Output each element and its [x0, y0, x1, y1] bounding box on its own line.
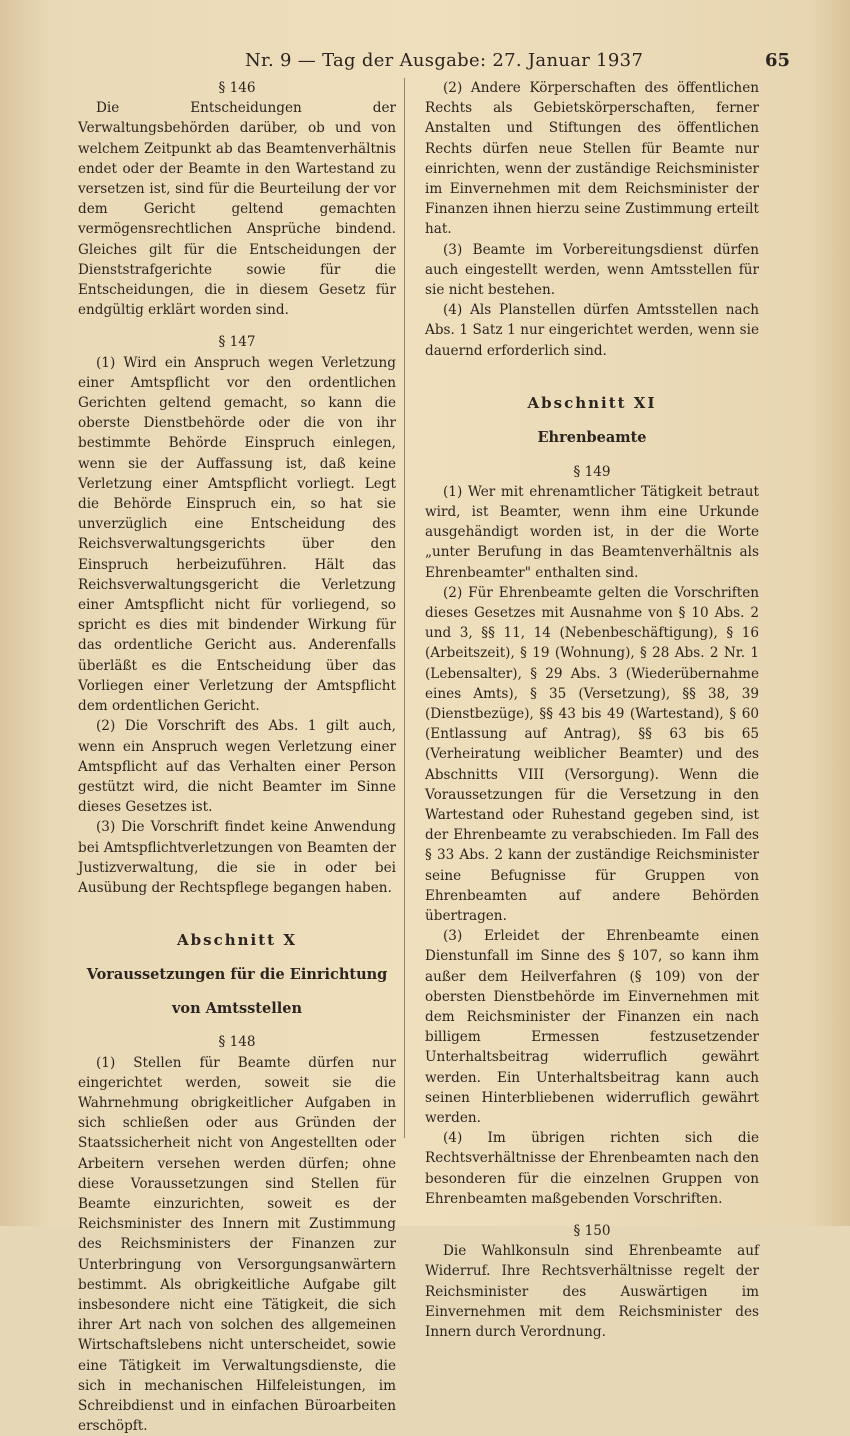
section-heading-148: § 148 [218, 1034, 256, 1051]
left-column [78, 78, 396, 1436]
column-divider [404, 78, 405, 1138]
paragraph-147-1: (1) Wird ein Anspruch wegen Verletzung einer Amtspflicht vor den ordentlichen Gerichten geltend gemacht, so kann die oberste Dienstbehörde oder die von ihr bestimmte Behörde Einspruch einlegen, wenn sie der Auffassung ist, daß keine Verletzung einer Amtspflicht vorliegt. Legt die Behörde Einspruch ein, so hat sie unverzüglich eine Entscheidung des Reichsverwaltungsgerichts über den Einspruch herbeizuführen. Hält das Reichsverwaltungsgericht die Verletzung einer Amtspflicht nicht für vorliegend, so spricht es dies mit bindender Wirkung für das ordentliche Gericht aus. Anderenfalls überläßt es die Entscheidung über das Vorliegen einer Verletzung der Amtspflicht dem ordentlichen Gericht. [78, 354, 396, 715]
paragraph-149-1: (1) Wer mit ehrenamtlicher Tätigkeit betraut wird, ist Beamter, wenn ihm eine Urkunde ausgehändigt worden ist, in der die Worte „unter Berufung in das Beamtenverhältnis als Ehrenbeamter" enthalten sind. [425, 483, 759, 581]
chapter-title-x-line2: von Amtsstellen [171, 999, 302, 1017]
paragraph-147-2: (2) Die Vorschrift des Abs. 1 gilt auch, wenn ein Anspruch wegen Verletzung einer Amtspflicht auf das Verhalten einer Person gestützt wird, die nicht Beamter im Sinne dieses Gesetzes ist. [78, 718, 396, 816]
section-heading-147: § 147 [218, 334, 256, 351]
right-column [425, 78, 759, 1342]
paragraph-148-1: (1) Stellen für Beamte dürfen nur eingerichtet werden, soweit sie die Wahrnehmung obrigkeitlicher Aufgaben in sich schließen oder aus Gründen der Staatssicherheit nicht von Angestellten oder Arbeitern versehen werden dürfen; ohne diese Voraussetzungen sind Stellen für Beamte einzurichten, soweit es der Reichsminister des Innern mit Zustimmung des Reichsministers der Finanzen zur Unterbringung von Versorgungsanwärtern bestimmt. Als obrigkeitliche Aufgabe gilt insbesondere nicht eine Tätigkeit, die sich ihrer Art nach von solchen des allgemeinen Wirtschaftslebens nicht unterscheidet, sowie eine Tätigkeit im Verwaltungsdienste, die sich in mechanischen Hilfeleistungen, im Schreibdienst und in einfachen Büroarbeiten erschöpft. [78, 1054, 396, 1435]
paragraph-150: Die Wahlkonsuln sind Ehrenbeamte auf Widerruf. Ihre Rechtsverhältnisse regelt der Reichsminister des Auswärtigen im Einvernehmen mit dem Reichsminister des Innern durch Verordnung. [425, 1243, 759, 1341]
chapter-title-xi: Ehrenbeamte [537, 429, 647, 447]
page-header [60, 50, 790, 78]
paragraph-148-3: (3) Beamte im Vorbereitungsdienst dürfen auch eingestellt werden, wenn Amtsstellen für sie nicht bestehen. [425, 241, 759, 299]
page-number: 65 [764, 50, 790, 71]
section-heading-146: § 146 [218, 80, 256, 96]
chapter-heading-x: Abschnitt X [177, 931, 297, 950]
paragraph-146: Die Entscheidungen der Verwaltungsbehörden darüber, ob und von welchem Zeitpunkt ab das Beamtenverhältnis endet oder der Beamte in den Wartestand zu versetzen ist, sind für die Beurteilung der vor dem Gericht geltend gemachten vermögensrechtlichen Ansprüche bindend. Gleiches gilt für die Entscheidungen der Dienststrafgerichte sowie für die Entscheidungen, die in diesem Gesetz für endgültig erklärt worden sind. [78, 100, 396, 319]
paragraph-149-2: (2) Für Ehrenbeamte gelten die Vorschriften dieses Gesetzes mit Ausnahme von § 10 Abs. 2 und 3, §§ 11, 14 (Nebenbeschäftigung), § 16 (Arbeitszeit), § 19 (Wohnung), § 28 Abs. 2 Nr. 1 (Lebensalter), § 29 Abs. 3 (Wiederübernahme eines Amts), § 35 (Versetzung), §§ 38, 39 (Dienstbezüge), §§ 43 bis 49 (Wartestand), § 60 (Entlassung auf Antrag), §§ 63 bis 65 (Verheiratung weiblicher Beamter) und des Abschnitts VIII (Versorgung). Wenn die Voraussetzungen für die Versetzung in den Wartestand oder Ruhestand gegeben sind, ist der Ehrenbeamte zu verabschieden. Im Fall des § 33 Abs. 2 kann der zuständige Reichsminister seine Befugnisse für Gruppen von Ehrenbeamten auf andere Behörden übertragen. [425, 584, 759, 925]
paragraph-148-4: (4) Als Planstellen dürfen Amtsstellen nach Abs. 1 Satz 1 nur eingerichtet werden, wenn sie dauernd erforderlich sind. [425, 302, 759, 359]
section-heading-149: § 149 [573, 463, 611, 480]
paragraph-149-3: (3) Erleidet der Ehrenbeamte einen Dienstunfall im Sinne des § 107, so kann ihm außer dem Heilverfahren (§ 109) von der obersten Dienstbehörde im Einvernehmen mit dem Reichsminister der Finanzen ein nach billigem Ermessen festzusetzender Unterhaltsbeitrag widerruflich gewährt werden. Ein Unterhaltsbeitrag kann auch seinen Hinterbliebenen widerruflich gewährt werden. [425, 928, 759, 1127]
section-heading-150: § 150 [573, 1223, 611, 1240]
paragraph-147-3: (3) Die Vorschrift findet keine Anwendung bei Amtspflichtverletzungen von Beamten der Justizverwaltung, die sie in oder bei Ausübung der Rechtspflege begangen haben. [78, 819, 396, 896]
paragraph-148-2: (2) Andere Körperschaften des öffentlichen Rechts als Gebietskörperschaften, ferner Anstalten und Stiftungen des öffentlichen Rechts dürfen neue Stellen für Beamte nur einrichten, wenn der zuständige Reichsminister im Einvernehmen mit dem Reichsminister der Finanzen ihnen hierzu seine Zustimmung erteilt hat. [425, 80, 759, 238]
chapter-title-x-line1: Voraussetzungen für die Einrichtung [86, 966, 388, 984]
chapter-heading-xi: Abschnitt XI [527, 393, 657, 412]
header-title: Nr. 9 — Tag der Ausgabe: 27. Januar 1937 [245, 50, 644, 71]
paragraph-149-4: (4) Im übrigen richten sich die Rechtsverhältnisse der Ehrenbeamten nach den besonderen für die einzelnen Gruppen von Ehrenbeamten maßgebenden Vorschriften. [425, 1130, 759, 1207]
